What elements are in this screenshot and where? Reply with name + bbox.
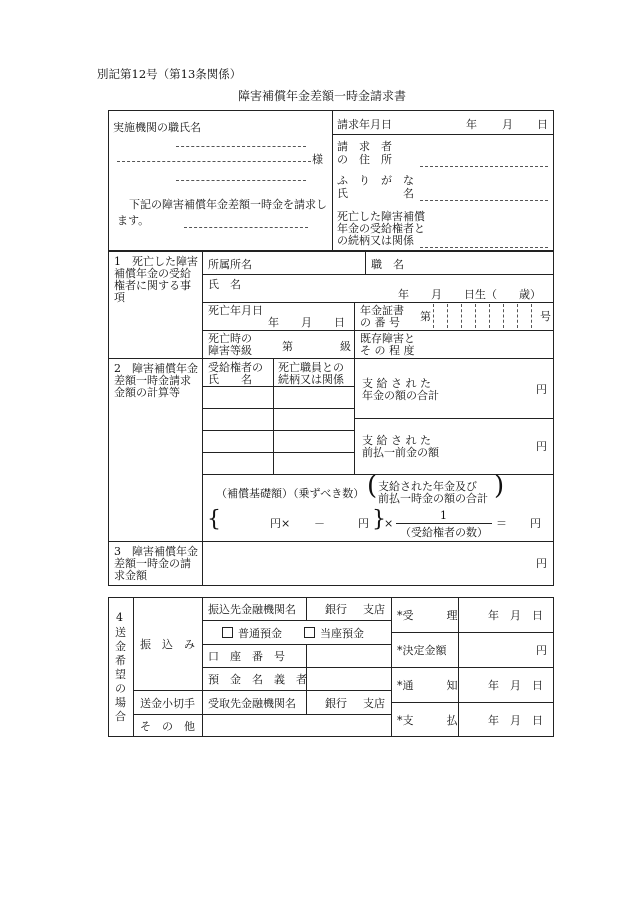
request-text: 下記の障害補償年金差額一時金を請求します。 xyxy=(117,198,327,227)
recipient-label-2: 氏 名 xyxy=(208,373,252,386)
other-label: そ の 他 xyxy=(140,720,195,733)
death-date-label: 死亡年月日 xyxy=(208,304,263,317)
sec2-heading: 2 障害補償年金差額一時金請求金額の計算等 xyxy=(114,362,198,399)
sama-label: 様 xyxy=(312,153,323,166)
current-deposit[interactable] xyxy=(304,627,364,640)
relation-col-1: 死亡職員との xyxy=(278,361,344,374)
paid-annuity-yen: 円 xyxy=(536,383,547,396)
name-label: 氏 名 xyxy=(337,187,414,200)
formula-denominator: （受給権者の数） xyxy=(400,526,488,539)
bank-name-label: 振込先金融機関名 xyxy=(208,603,296,616)
formula-yen-times: 円× xyxy=(270,517,291,530)
death-date-fields: 年 月 日 xyxy=(268,316,345,329)
decided-yen: 円 xyxy=(536,644,547,657)
agency-line-2 xyxy=(117,161,311,162)
address-label: の 住 所 xyxy=(337,153,392,166)
sec1-heading: 1 死亡した障害補償年金の受給権者に関する事項 xyxy=(114,255,198,304)
formula-base: （補償基礎額）（乗ずべき数） xyxy=(216,487,365,500)
receipt-label: *受 理 xyxy=(397,609,458,622)
relation-label-3: の続柄又は関係 xyxy=(337,234,414,247)
sec4-number: 4 xyxy=(116,611,123,624)
check-label: 送金小切手 xyxy=(140,697,195,710)
ordinary-label: 普通預金 xyxy=(238,627,282,640)
receive-bank-branch: 支店 xyxy=(363,697,385,710)
name-line xyxy=(420,200,548,201)
formula-paren-l2: 前払一時金の額の合計 xyxy=(378,492,488,505)
relation-label-1: 死亡した障害補償 xyxy=(337,210,425,223)
paid-annuity-1: 支 給 さ れ た xyxy=(362,377,431,390)
formula-paren-open: ( xyxy=(367,471,378,501)
decided-label: *決定金額 xyxy=(397,644,447,657)
cert-prefix: 第 xyxy=(420,310,431,323)
sec3-heading: 3 障害補償年金差額一時金の請求金額 xyxy=(114,545,198,582)
grade-end: 級 xyxy=(340,340,351,353)
address-line xyxy=(420,166,548,167)
formula-equals: ＝ xyxy=(496,517,507,530)
grade-label-2: 障害等級 xyxy=(208,344,252,357)
cert-label-1: 年金証書 xyxy=(360,304,404,317)
date-day: 日 xyxy=(537,118,548,131)
agency-line-3 xyxy=(176,180,306,181)
claimant-label: 請 求 者 xyxy=(337,140,392,153)
furigana-label: ふ り が な xyxy=(337,174,414,187)
affiliation-label: 所属所名 xyxy=(208,258,252,271)
receive-bank-bank: 銀行 xyxy=(325,697,347,710)
existing-label-1: 既存障害と xyxy=(360,332,415,345)
date-month: 月 xyxy=(502,118,513,131)
ordinary-deposit[interactable] xyxy=(222,627,282,640)
formula-brace-open: { xyxy=(207,507,221,532)
paid-lump-2: 前払一前金の額 xyxy=(362,446,439,459)
birth-label: 年 月 日生（ 歳） xyxy=(398,288,541,301)
cert-label-2: の 番 号 xyxy=(360,316,400,329)
form-title: 障害補償年金差額一時金請求書 xyxy=(238,89,407,103)
formula-result-yen: 円 xyxy=(530,517,541,530)
current-label: 当座預金 xyxy=(320,627,364,640)
formula-numerator: 1 xyxy=(440,509,447,522)
request-line xyxy=(184,227,308,228)
formula-yen: 円 xyxy=(358,517,369,530)
relation-line xyxy=(420,247,548,248)
formula-minus: － xyxy=(314,517,325,530)
request-date-label: 請求年月日 xyxy=(337,118,392,131)
notice-label: *通 知 xyxy=(397,679,458,692)
existing-label-2: そ の 程 度 xyxy=(360,344,415,357)
payment-label: *支 払 xyxy=(397,714,458,727)
receipt-date: 年 月 日 xyxy=(488,609,543,622)
date-year: 年 xyxy=(466,118,477,131)
account-no-label: 口 座 番 号 xyxy=(208,650,285,663)
account-holder-label: 預 金 名 義 者 xyxy=(208,673,307,686)
sec3-yen: 円 xyxy=(536,557,547,570)
notice-date: 年 月 日 xyxy=(488,679,543,692)
deceased-name-label: 氏 名 xyxy=(208,278,241,291)
formula-brace-close: } xyxy=(372,507,386,532)
paid-lump-1: 支 給 さ れ た xyxy=(362,434,431,447)
agency-line-1 xyxy=(176,146,306,147)
paid-annuity-2: 年金の額の合計 xyxy=(362,389,439,402)
agency-label: 実施機関の職氏名 xyxy=(113,121,201,134)
current-checkbox[interactable] xyxy=(304,627,315,638)
relation-label-2: 年金の受給権者と xyxy=(337,222,425,235)
formula-paren-close: ) xyxy=(494,471,505,501)
post-label: 職 名 xyxy=(371,258,404,271)
grade-label-1: 死亡時の xyxy=(208,332,252,345)
ordinary-checkbox[interactable] xyxy=(222,627,233,638)
cert-suffix: 号 xyxy=(540,310,551,323)
recipient-label-1: 受給権者の xyxy=(208,361,263,374)
formula-paren-l1: 支給された年金及び xyxy=(378,480,477,493)
grade-mid: 第 xyxy=(282,340,293,353)
formula-times: × xyxy=(384,517,394,530)
paid-lump-yen: 円 xyxy=(536,440,547,453)
relation-col-2: 続柄又は関係 xyxy=(278,373,344,386)
payment-date: 年 月 日 xyxy=(488,714,543,727)
transfer-label: 振 込 み xyxy=(140,638,195,651)
receive-bank-label: 受取先金融機関名 xyxy=(208,697,296,710)
sec4-vertical: 送金希望の場合 xyxy=(115,626,126,723)
branch-label: 支店 xyxy=(363,603,385,616)
bank-label: 銀行 xyxy=(325,603,347,616)
annex-label: 別記第12号（第13条関係） xyxy=(97,67,242,81)
